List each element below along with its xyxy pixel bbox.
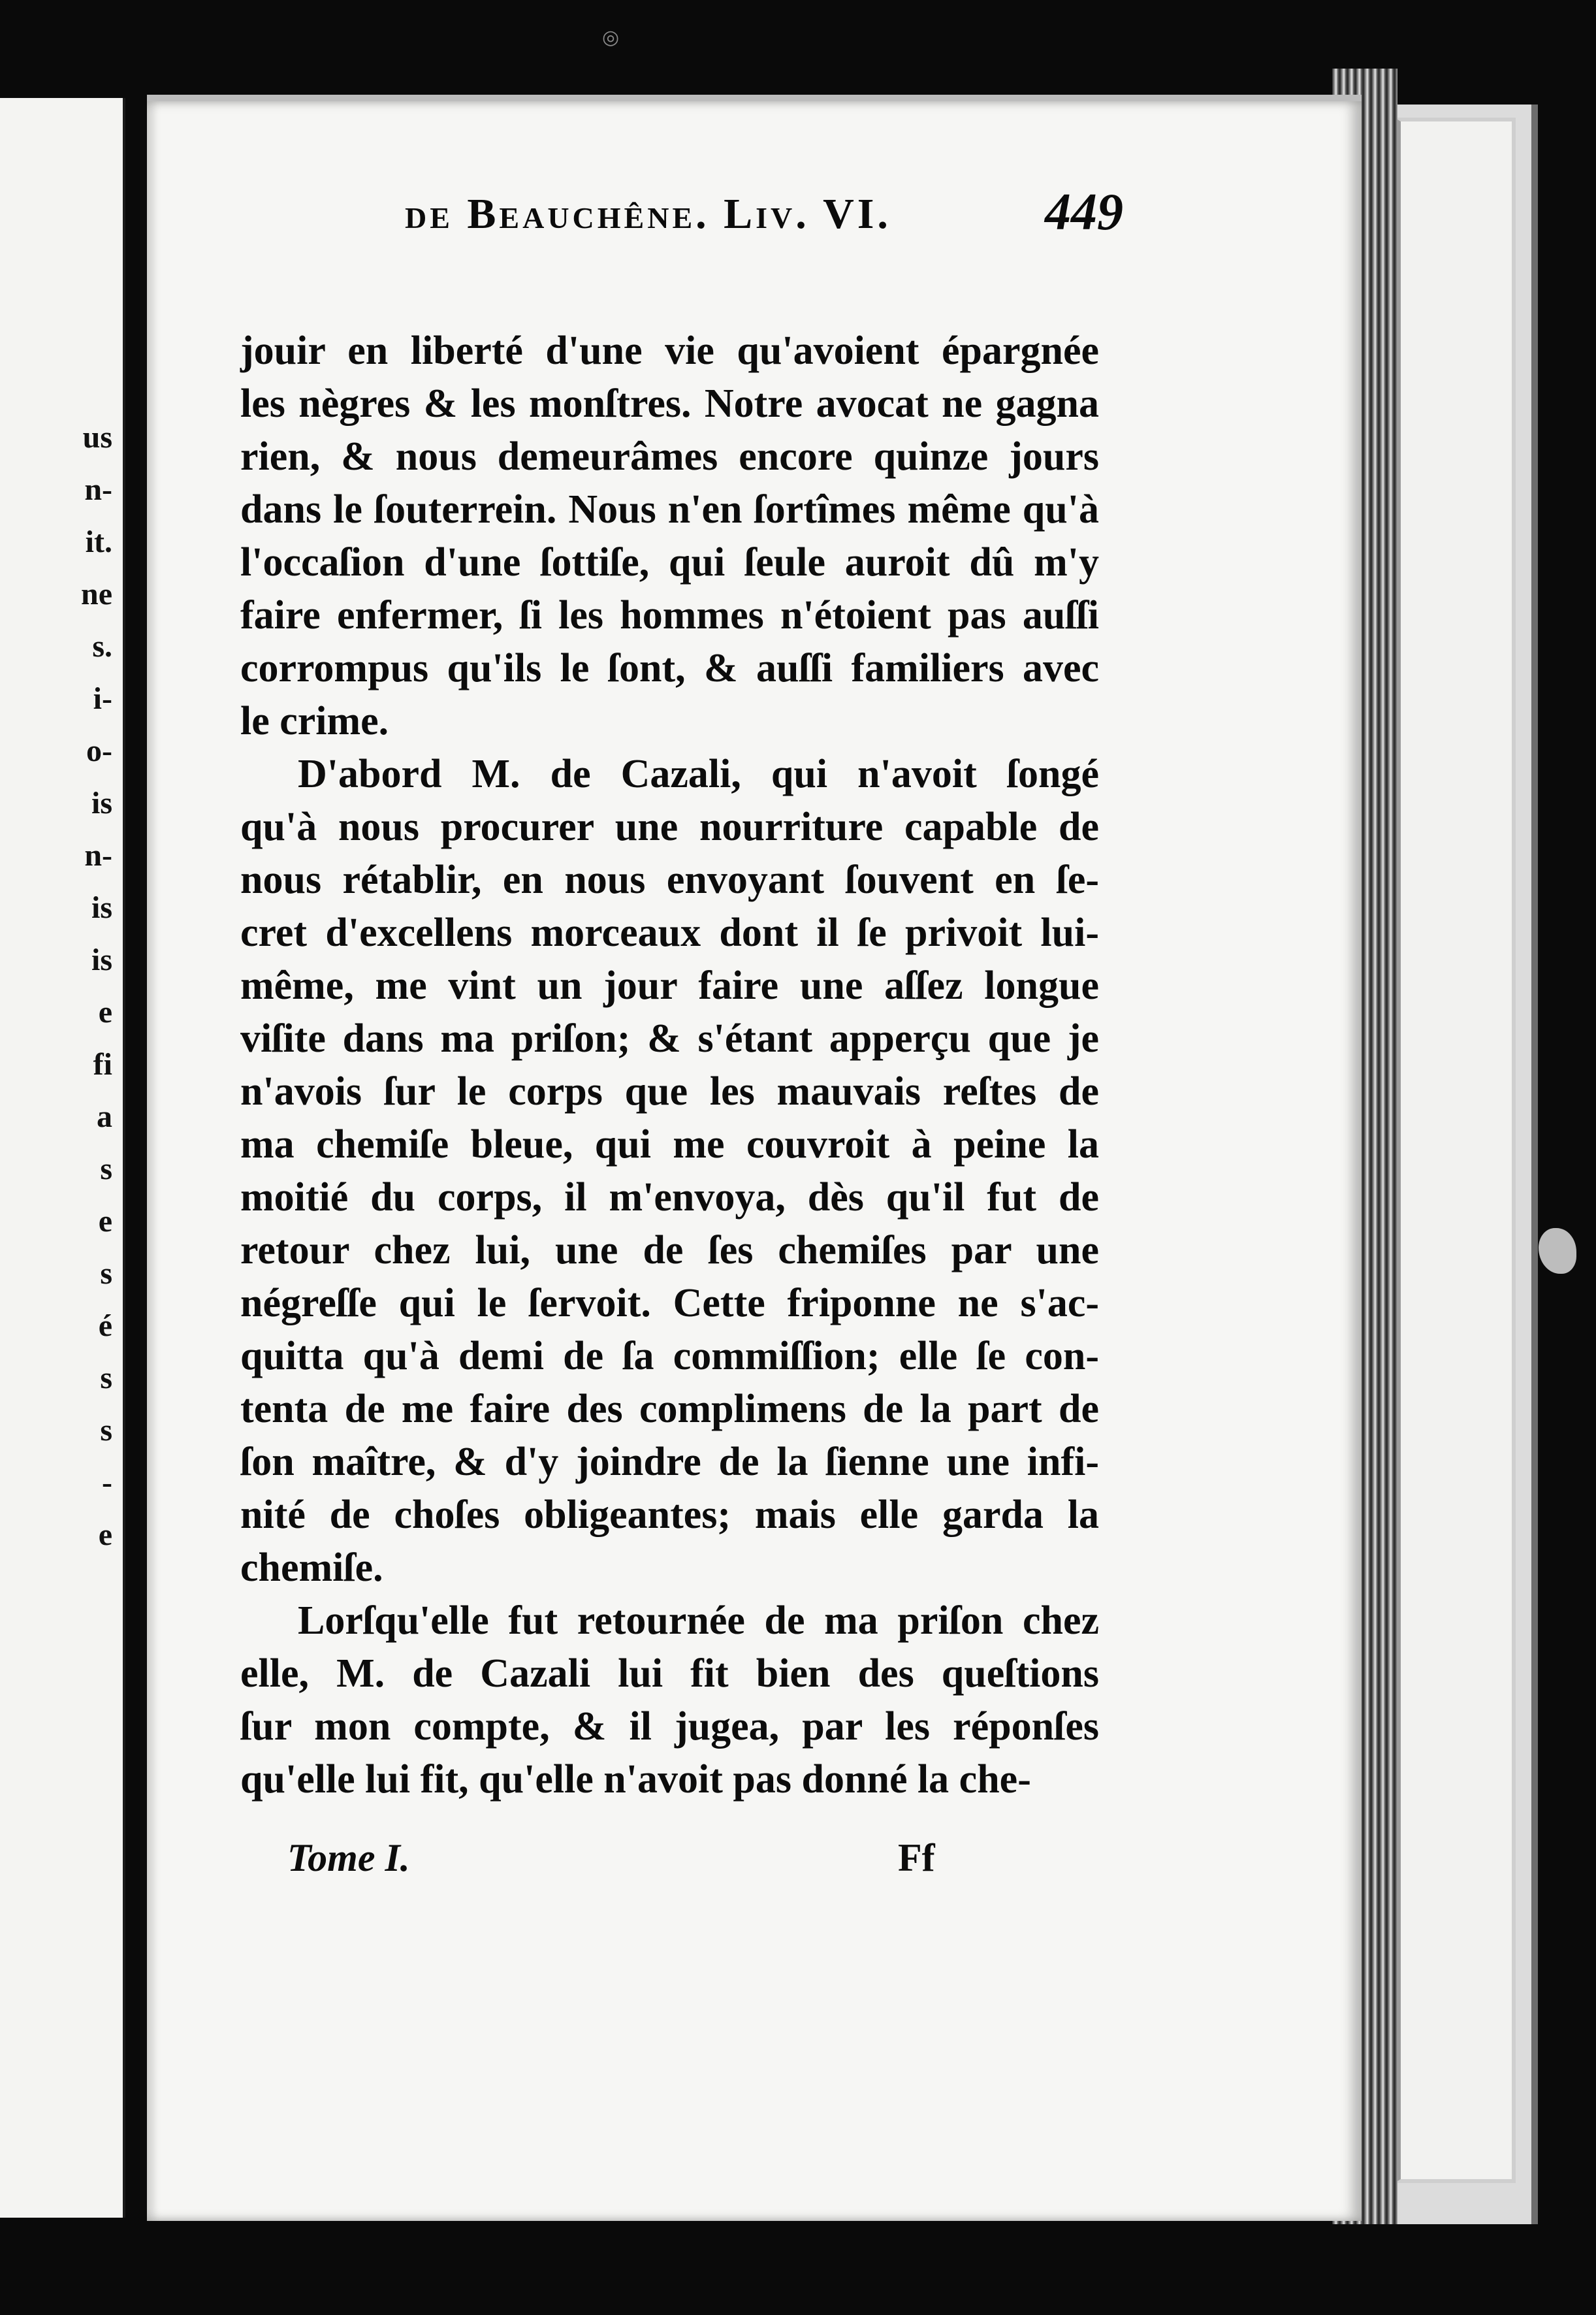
text-line: n'avois ſur le corps que les mauvais reſtes de: [240, 1069, 1099, 1114]
left-page-edge-text: [7, 412, 118, 1561]
text-line: tenta de me faire des complimens de la part de: [240, 1387, 1099, 1431]
left-edge-fragment: e: [98, 1204, 112, 1238]
text-line: qu'à nous procurer une nourriture capable de: [240, 805, 1099, 849]
text-line: nité de choſes obligeantes; mais elle garda la: [240, 1493, 1099, 1537]
left-edge-fragment: it.: [85, 525, 112, 559]
running-head: de Beauchêne. Liv. VI.: [405, 190, 891, 238]
volume-label: Tome I.: [287, 1836, 410, 1879]
left-edge-fragment: fi: [93, 1047, 112, 1082]
text-line: cret d'excellens morceaux dont il ſe privoit lui-: [240, 911, 1099, 955]
text-line: moitié du corps, il m'envoya, dès qu'il fut de: [240, 1175, 1099, 1220]
body-text: [240, 325, 1099, 1806]
paper-smudge: [1539, 1228, 1576, 1274]
text-line: D'abord M. de Cazali, qui n'avoit ſongé: [298, 752, 1099, 796]
text-line: elle, M. de Cazali lui fit bien des queſtions: [240, 1651, 1099, 1696]
text-line: qu'elle lui fit, qu'elle n'avoit pas donné la che-: [240, 1757, 1031, 1802]
left-edge-fragment: n-: [84, 472, 112, 507]
left-edge-fragment: e: [98, 1517, 112, 1552]
page-header: [261, 183, 1123, 255]
text-line: dans le ſouterrein. Nous n'en ſortîmes même qu'à: [240, 487, 1099, 532]
top-mark: ◎: [602, 26, 620, 49]
text-line: ſur mon compte, & il jugea, par les réponſes: [240, 1704, 1099, 1749]
text-line: corrompus qu'ils le ſont, & auſſi familiers avec: [240, 646, 1099, 690]
text-line: ma chemiſe bleue, qui me couvroit à peine la: [240, 1122, 1099, 1167]
text-line: jouir en liberté d'une vie qu'avoient épargnée: [240, 329, 1099, 373]
left-edge-fragment: i-: [93, 681, 112, 716]
left-edge-fragment: é: [98, 1308, 112, 1343]
signature-mark: Ff: [898, 1836, 935, 1879]
text-line: rien, & nous demeurâmes encore quinze jours: [240, 434, 1099, 479]
text-line: ſon maître, & d'y joindre de la ſienne une infi-: [240, 1440, 1099, 1484]
text-line: faire enfermer, ſi les hommes n'étoient pas auſſi: [240, 593, 1099, 638]
text-line: chemiſe.: [240, 1546, 383, 1590]
text-line: les nègres & les monſtres. Notre avocat ne gagna: [240, 381, 1099, 426]
page-footer: [287, 1836, 1006, 1901]
left-edge-fragment: s: [100, 1152, 112, 1186]
left-edge-fragment: is: [91, 890, 112, 925]
text-line: viſite dans ma priſon; & s'étant apperçu que je: [240, 1016, 1099, 1061]
left-edge-fragment: n-: [84, 838, 112, 873]
left-edge-fragment: ne: [81, 577, 112, 611]
text-line: même, me vint un jour faire une aſſez longue: [240, 963, 1099, 1008]
left-edge-fragment: e: [98, 995, 112, 1029]
facing-left-page: [0, 98, 125, 2218]
left-edge-fragment: s: [100, 1361, 112, 1395]
left-edge-fragment: o-: [86, 734, 112, 768]
left-edge-fragment: is: [91, 943, 112, 977]
text-line: Lorſqu'elle fut retournée de ma priſon chez: [298, 1598, 1099, 1643]
text-line: nous rétablir, en nous envoyant ſouvent en ſe-: [240, 858, 1099, 902]
back-leaf: [1394, 118, 1516, 2183]
text-line: retour chez lui, une de ſes chemiſes par une: [240, 1228, 1099, 1272]
left-edge-fragment: s: [100, 1256, 112, 1291]
text-line: négreſſe qui le ſervoit. Cette friponne ne s'ac-: [240, 1281, 1099, 1325]
left-edge-fragment: is: [91, 786, 112, 820]
page-number: 449: [1045, 184, 1123, 241]
left-edge-fragment: s: [100, 1413, 112, 1448]
left-edge-fragment: -: [102, 1465, 112, 1500]
left-edge-fragment: us: [82, 420, 112, 455]
text-line: le crime.: [240, 699, 389, 743]
text-line: quitta qu'à demi de ſa commiſſion; elle ſe con-: [240, 1334, 1099, 1378]
left-edge-fragment: s.: [92, 629, 112, 664]
text-line: l'occaſion d'une ſottiſe, qui ſeule auroit dû m'y: [240, 540, 1099, 585]
left-edge-fragment: a: [97, 1099, 112, 1134]
